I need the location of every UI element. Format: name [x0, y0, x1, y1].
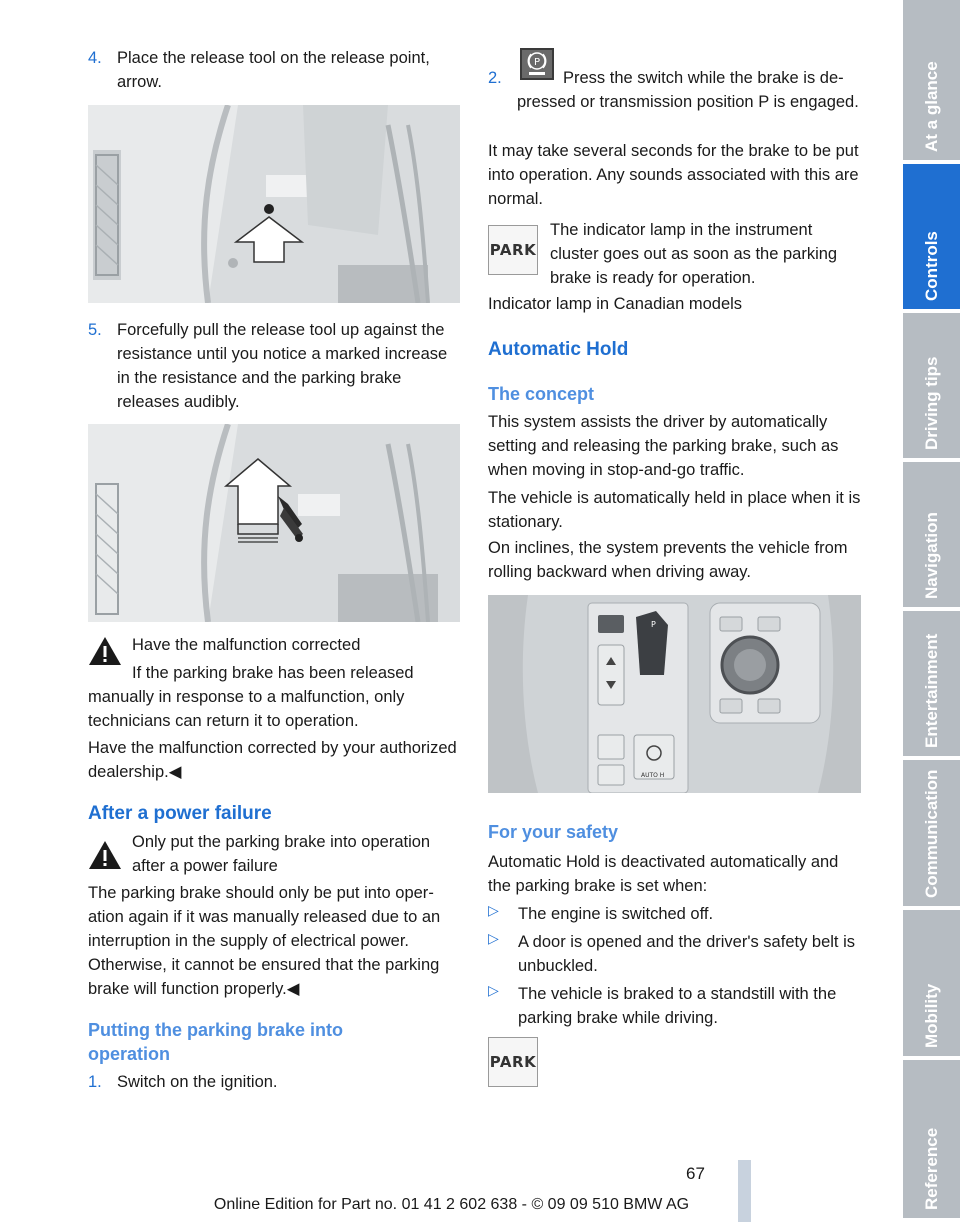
indicator-text: The indicator lamp in the instrument cluster goes out as soon as the parking brake is ready for operation. [550, 221, 838, 287]
list-item [488, 930, 862, 978]
warning-title: Have the malfunction corrected [132, 636, 361, 654]
paragraph: Automatic Hold is deactivated automatically and the parking brake is set when: [488, 853, 839, 895]
list-item-text: The vehicle is braked to a standstill with the parking brake while driving. [518, 985, 837, 1027]
step-text: Switch on the ignition. [117, 1073, 278, 1091]
step-number: 2. [488, 69, 502, 87]
tab-navigation[interactable]: Navigation [903, 462, 960, 611]
tab-reference[interactable]: Reference [903, 1060, 960, 1222]
subsection-heading: For your safety [488, 822, 619, 842]
tab-communication[interactable]: Communication [903, 760, 960, 910]
paragraph: Indicator lamp in Canadian models [488, 295, 743, 313]
section-heading: After a power failure [88, 803, 272, 824]
paragraph: It may take several seconds for the brake to be put into operation. Any sounds associated with this are normal. [488, 142, 859, 208]
page-number: 67 [686, 1164, 705, 1183]
tab-entertainment[interactable]: Entertainment [903, 611, 960, 760]
tab-mobility[interactable]: Mobility [903, 910, 960, 1060]
tab-driving-tips[interactable]: Driving tips [903, 313, 960, 462]
warning-body: If the parking brake has been released manually in response to a malfunction, only technicians can return it to operation. [88, 664, 414, 730]
footer-text: Online Edition for Part no. 01 41 2 602 638 - © 09 09 510 BMW AG [213, 1196, 690, 1213]
release-point-photo [88, 105, 460, 303]
pull-tool-photo [88, 424, 460, 622]
step-text: Forcefully pull the release tool up against the resistance until you notice a marked increase in the resistance and the parking brake releases audibly. [117, 321, 448, 411]
list-item-text: A door is opened and the driver's safety belt is unbuckled. [518, 933, 856, 975]
warning-paragraph: Have the malfunction corrected by your authorized dealership.◀ [88, 739, 457, 781]
park-indicator-icon: PARK [488, 1037, 538, 1087]
section-heading: Automatic Hold [488, 339, 629, 360]
chapter-tabs [903, 0, 960, 1222]
step-1 [88, 1070, 462, 1094]
paragraph: This system assists the driver by automatically setting and releasing the parking brake, such as when moving in stop-and-go traffic. [488, 413, 839, 479]
paragraph: On inclines, the system prevents the vehicle from rolling backward when driving away. [488, 539, 848, 581]
warning-title: Only put the parking brake into operation after a power failure [132, 833, 431, 875]
svg-text:AUTO H: AUTO H [641, 772, 665, 779]
subsection-heading: Putting the parking brake into operation [88, 1020, 344, 1064]
triangle-bullet-icon: ▷ [488, 902, 499, 918]
step-4 [88, 46, 462, 94]
svg-text:P: P [533, 57, 541, 68]
triangle-bullet-icon: ▷ [488, 930, 499, 946]
svg-text:P: P [651, 620, 656, 629]
center-console-photo [488, 595, 861, 793]
warning-body: The parking brake should only be put into operation again if it was manually released due to an interruption in the supply of electrical power. Otherwise, it cannot be ensured that the parking brake will function properly.◀ [88, 884, 441, 998]
step-text: Place the release tool on the release point, arrow. [117, 49, 430, 91]
step-5 [88, 318, 462, 414]
step-number: 5. [88, 321, 102, 339]
subsection-heading: The concept [488, 384, 595, 404]
list-item-text: The engine is switched off. [518, 905, 714, 923]
step-text: Press the switch while the brake is depressed or transmission position P is engaged. [517, 69, 859, 111]
step-number: 1. [88, 1073, 102, 1091]
list-item [488, 982, 862, 1030]
step-number: 4. [88, 49, 102, 67]
tab-at-a-glance[interactable]: At a glance [903, 0, 960, 164]
paragraph: The vehicle is automatically held in place when it is stationary. [488, 489, 861, 531]
park-indicator-icon: PARK [488, 225, 538, 275]
triangle-bullet-icon: ▷ [488, 982, 499, 998]
tab-controls[interactable]: Controls [903, 164, 960, 313]
list-item [488, 902, 862, 926]
warning-triangle-icon [88, 840, 122, 870]
